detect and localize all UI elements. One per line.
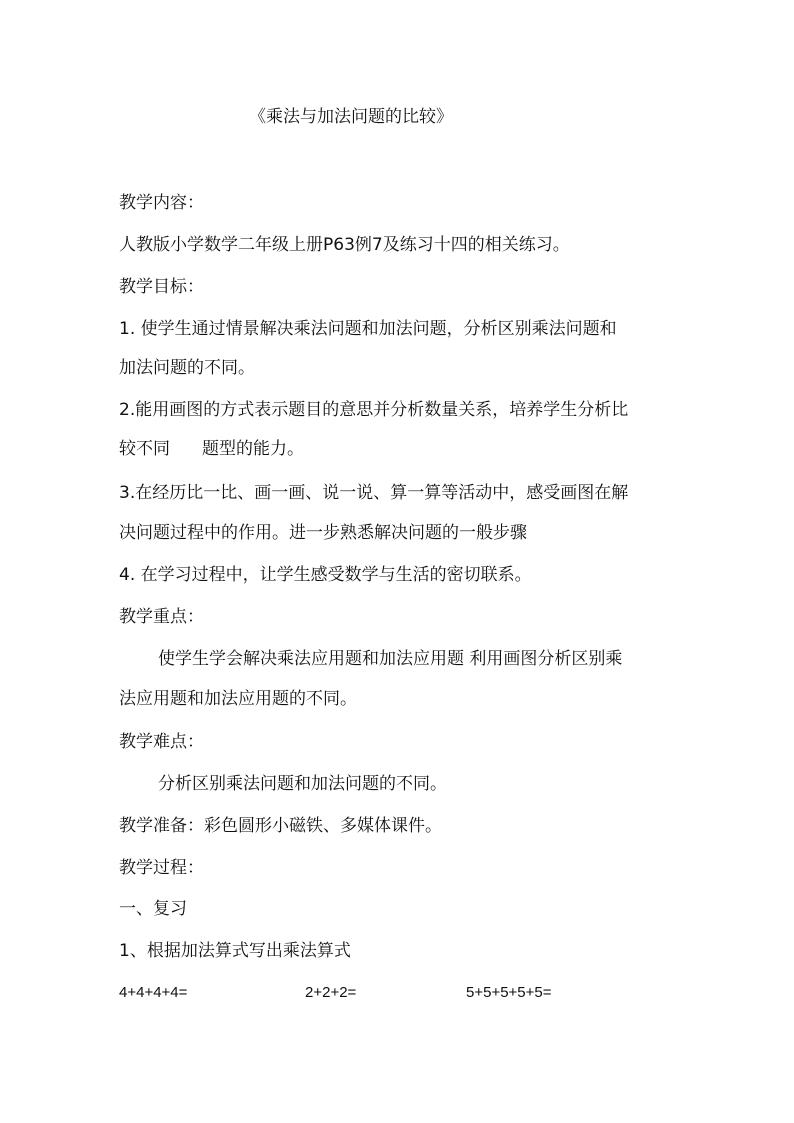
difficulty-heading: 教学难点： — [119, 732, 204, 752]
goal-1-line-1: 1. 使学生通过情景解决乘法问题和加法问题，分析区别乘法问题和 — [119, 319, 617, 339]
goal-1-line-2: 加法问题的不同。 — [119, 358, 255, 378]
key-points-line-2: 法应用题和加法应用题的不同。 — [119, 689, 357, 709]
expression-2: 2+2+2= — [305, 984, 357, 1001]
goal-3-line-1: 3.在经历比一比、画一画、说一说、算一算等活动中，感受画图在解 — [119, 483, 629, 503]
content-text: 人教版小学数学二年级上册P63例7及练习十四的相关练习。 — [119, 235, 570, 255]
task-1: 1、根据加法算式写出乘法算式 — [119, 941, 351, 961]
goal-3-line-2: 决问题过程中的作用。进一步熟悉解决问题的一般步骤 — [119, 523, 527, 543]
goal-2-line-1: 2.能用画图的方式表示题目的意思并分析数量关系，培养学生分析比 — [119, 400, 629, 420]
goal-2-line-2 — [119, 438, 304, 460]
goal-2-line-2-part-b: 题型的能力。 — [202, 439, 304, 459]
content-heading: 教学内容： — [119, 193, 204, 213]
goal-4: 4. 在学习过程中，让学生感受数学与生活的密切联系。 — [119, 565, 532, 585]
expression-1: 4+4+4+4= — [119, 984, 188, 1001]
page-title: 《乘法与加法问题的比较》 — [249, 107, 453, 127]
key-points-heading: 教学重点： — [119, 607, 204, 627]
process-heading: 教学过程： — [119, 858, 204, 878]
difficulty-text: 分析区别乘法问题和加法问题的不同。 — [158, 774, 447, 794]
goals-heading: 教学目标： — [119, 277, 204, 297]
key-points-line-1: 使学生学会解决乘法应用题和加法应用题 利用画图分析区别乘 — [158, 649, 623, 669]
expression-3: 5+5+5+5+5= — [466, 984, 552, 1001]
preparation-text: 教学准备：彩色圆形小磁铁、多媒体课件。 — [119, 816, 442, 836]
goal-2-line-2-part-a: 较不同 — [119, 439, 170, 459]
section-review: 一、复习 — [119, 899, 187, 919]
